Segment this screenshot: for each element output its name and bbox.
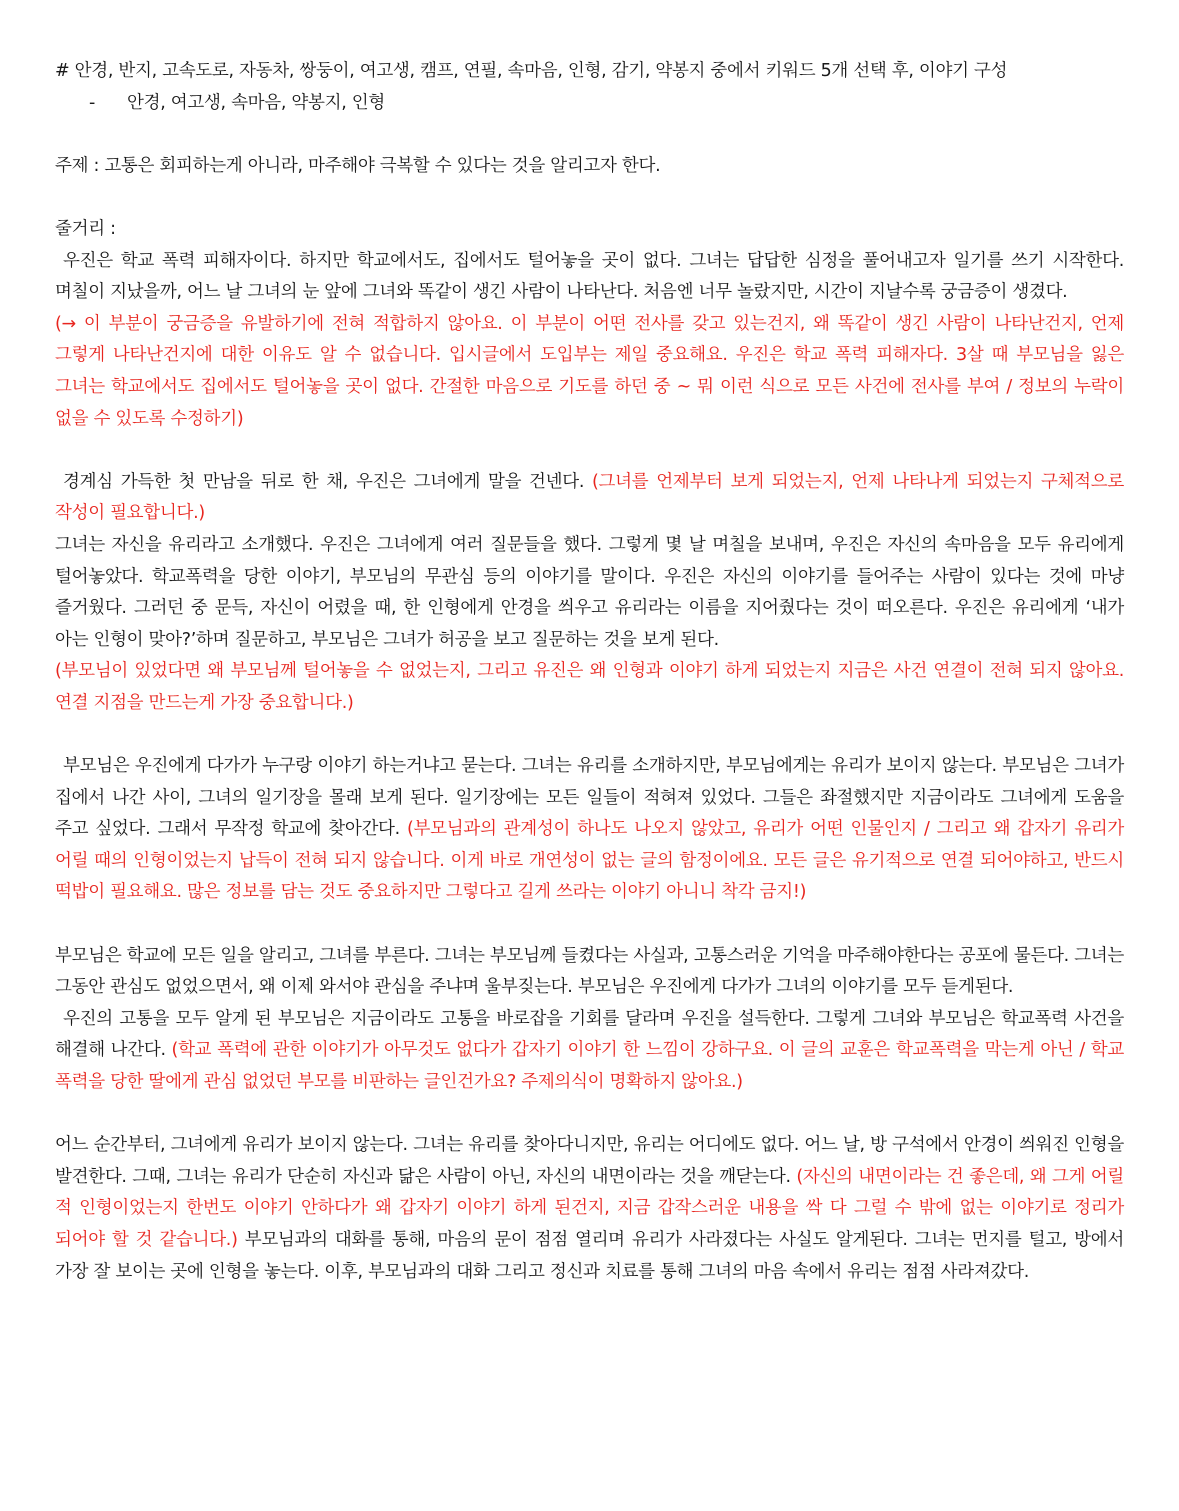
feedback-comment: (그녀를 언제부터 보게 되었는지, 언제 나타나게 되었는지 구체적으로 작성이 필요합니다.) (55, 471, 1124, 524)
plot-paragraph-6 (55, 1004, 1124, 1099)
keywords-line: # 안경, 반지, 고속도로, 자동차, 쌍둥이, 여고생, 캠프, 연필, 속마음, 인형, 감기, 약봉지 중에서 키워드 5개 선택 후, 이야기 구성 (55, 61, 1008, 81)
plot-paragraph-4 (55, 751, 1124, 909)
plot-paragraph-5 (55, 941, 1124, 1004)
plot-label: 줄거리 : (55, 218, 116, 239)
paragraph-text: 우진은 학교 폭력 피해자이다. 하지만 학교에서도, 집에서도 털어놓을 곳이 없다. 그녀는 답답한 심정을 풀어내고자 일기를 쓰기 시작한다. 며칠이 지났을까, 어느 날 그녀의 눈 앞에 그녀와 똑같이 생긴 사람이 나타난다. 처음엔 너무 놀랐지만, 시간이 지날수록 궁금증이 생겼다. (55, 250, 1124, 303)
feedback-comment: (자신의 내면이라는 건 좋은데, 왜 그게 어릴 적 인형이었는지 한번도 이야기 안하다가 왜 갑자기 이야기 하게 된건지, 지금 갑작스러운 내용을 싹 다 그럴 수 밖에 없는 이야기로 정리가 되어야 할 것 같습니다.) (55, 1166, 1124, 1250)
selected-keywords: 안경, 여고생, 속마음, 약봉지, 인형 (127, 92, 385, 113)
feedback-comment: (부모님이 있었다면 왜 부모님께 털어놓을 수 없었는지, 그리고 유진은 왜 인형과 이야기 하게 되었는지 지금은 사건 연결이 전혀 되지 않아요. 연결 지점을 만드는게 가장 중요합니다.) (55, 661, 1124, 713)
paragraph-text: 그녀는 자신을 유리라고 소개했다. 우진은 그녀에게 여러 질문들을 했다. 그렇게 몇 날 며칠을 보내며, 우진은 자신의 속마음을 모두 유리에게 털어놓았다. 학교폭력을 당한 이야기, 부모님의 무관심 등의 이야기를 말이다. 우진은 자신의 이야기를 들어주는 사람이 있다는 것에 마냥 즐거웠다. 그러던 중 문득, 자신이 어렸을 때, 한 인형에게 안경을 씌우고 유리라는 이름을 지어줬다는 것이 떠오른다. 우진은 유리에게 ‘내가 아는 인형이 맞아?’하며 질문하고, 부모님은 그녀가 허공을 보고 질문하는 것을 보게 된다. (55, 534, 1124, 650)
paragraph-text: 부모님은 학교에 모든 일을 알리고, 그녀를 부른다. 그녀는 부모님께 들켰다는 사실과, 고통스러운 기억을 마주해야한다는 공포에 물든다. 그녀는 그동안 관심도 없었으면서, 왜 이제 와서야 관심을 주냐며 울부짖는다. 부모님은 우진에게 다가가 그녀의 이야기를 모두 듣게된다. (55, 945, 1124, 998)
blank-line (55, 182, 1124, 214)
paragraph-text: 어느 순간부터, 그녀에게 유리가 보이지 않는다. 그녀는 유리를 찾아다니지만, 유리는 어디에도 없다. 어느 날, 방 구석에서 안경이 씌워진 인형을 발견한다. 그때, 그녀는 유리가 단순히 자신과 닮은 사람이 아닌, 자신의 내면이라는 것을 깨닫는다. (55, 1135, 1124, 1187)
feedback-comment: (학교 폭력에 관한 이야기가 아무것도 없다가 갑자기 이야기 한 느낌이 강하구요. 이 글의 교훈은 학교폭력을 막는게 아닌 / 학교 폭력을 당한 딸에게 관심 없었던 부모를 비판하는 글인건가요? 주제의식이 명확하지 않아요.) (55, 1040, 1124, 1092)
paragraph-text: 부모님은 우진에게 다가가 누구랑 이야기 하는거냐고 묻는다. 그녀는 유리를 소개하지만, 부모님에게는 유리가 보이지 않는다. 부모님은 그녀가 집에서 나간 사이, 그녀의 일기장을 몰래 보게 된다. 일기장에는 모든 일들이 적혀져 있었다. 그들은 좌절했지만 지금이라도 그녀에게 도움을 주고 싶었다. 그래서 무작정 학교에 찾아간다. (55, 756, 1124, 840)
blank-line (55, 719, 1124, 751)
feedback-comment: (부모님과의 관계성이 하나도 나오지 않았고, 유리가 어떤 인물인지 / 그리고 왜 갑자기 유리가 어릴 때의 인형이었는지 납득이 전혀 되지 않습니다. 이게 바로 개연성이 없는 글의 함정이에요. 모든 글은 유기적으로 연결 되어야하고, 반드시 떡밥이 필요해요. 많은 정보를 담는 것도 중요하지만 그렇다고 길게 쓰라는 이야기 아니니 착각 금지!) (55, 819, 1125, 903)
blank-line (55, 119, 1124, 151)
plot-paragraph-3 (55, 530, 1124, 720)
list-dash: - (89, 92, 96, 113)
paragraph-text: 우진의 고통을 모두 알게 된 부모님은 지금이라도 고통을 바로잡을 기회를 달라며 우진을 설득한다. 그렇게 그녀와 부모님은 학교폭력 사건을 해결해 나간다. (55, 1008, 1124, 1061)
paragraph-text-continued: 부모님과의 대화를 통해, 마음의 문이 점점 열리며 유리가 사라졌다는 사실도 알게된다. 그녀는 먼지를 털고, 방에서 가장 잘 보이는 곳에 인형을 놓는다. 이후, 부모님과의 대화 그리고 정신과 치료를 통해 그녀의 마음 속에서 유리는 점점 사라져갔다. (55, 1229, 1124, 1282)
blank-line (55, 909, 1124, 941)
blank-line (55, 1099, 1124, 1131)
plot-paragraph-7 (55, 1130, 1124, 1288)
feedback-comment: (→ 이 부분이 궁금증을 유발하기에 전혀 적합하지 않아요. 이 부분이 어떤 전사를 갖고 있는건지, 왜 똑같이 생긴 사람이 나타난건지, 언제 그렇게 나타난건지에 대한 이유도 알 수 없습니다. 입시글에서 도입부는 제일 중요해요. 우진은 학교 폭력 피해자다. 3살 때 부모님을 잃은 그녀는 학교에서도 집에서도 털어놓을 곳이 없다. 간절한 마음으로 기도를 하던 중 ~ 뭐 이런 식으로 모든 사건에 전사를 부여 / 정보의 누락이 없을 수 있도록 수정하기) (55, 313, 1124, 429)
plot-paragraph-2 (55, 467, 1124, 530)
blank-line (55, 435, 1124, 467)
selected-keywords-item (55, 88, 1124, 120)
plot-paragraph-1 (55, 246, 1124, 436)
paragraph-text: 경계심 가득한 첫 만남을 뒤로 한 채, 우진은 그녀에게 말을 건넨다. (63, 471, 585, 492)
theme-line: 주제 : 고통은 회피하는게 아니라, 마주해야 극복할 수 있다는 것을 알리고자 한다. (55, 155, 661, 176)
